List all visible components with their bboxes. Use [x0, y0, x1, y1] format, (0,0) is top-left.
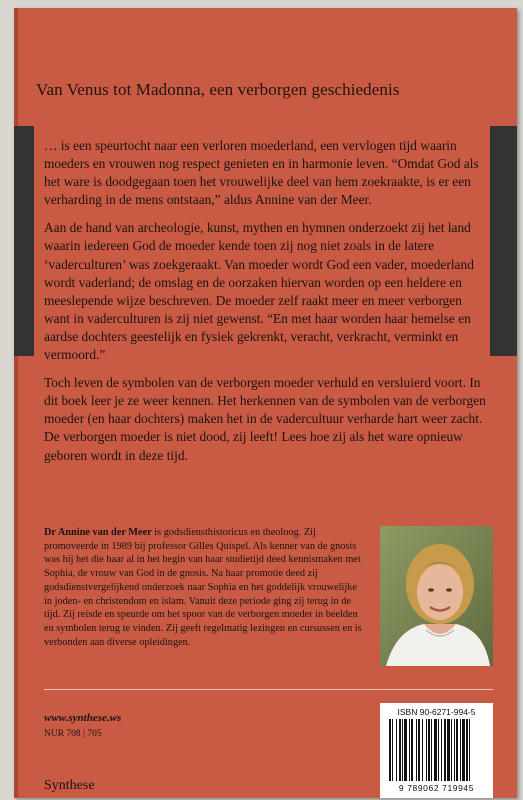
barcode-bar [426, 719, 427, 781]
blurb-paragraph-2: Aan de hand van archeologie, kunst, mythen en hymnen onderzoekt zij het land waarin iedereen God de moeder kende toen zij nog niet zoals in de latere ‘vaderculturen’ was zoekgeraakt. Van moeder wordt God een vader, moederland wordt vaderland; de omslag en de oorzaken hiervan worden op een heldere en meeslepende wijze beschreven. De moeder zelf raakt meer en meer verborgen want in vaderculturen is zij niet gewenst. “En met haar worden haar hemelse en aardse dochters geestelijk en fysiek gekrenkt, veracht, verkracht, verminkt en vermoord.” [44, 220, 474, 363]
barcode-bar [418, 719, 420, 781]
barcode-bar [402, 719, 403, 781]
publisher-name: Synthese [44, 778, 95, 793]
barcode-bar [444, 719, 446, 781]
blurb-paragraph-3: Toch leven de symbolen van de verborgen moeder verhuld en versluierd voort. In dit boek leer je ze weer kennen. Het herkennen van de symbolen van de verborgen moeder (en haar dochters) maken het in de vadercultuur verharde hart weer zacht. De verborgen moeder is niet dood, zij leeft! Lees hoe zij als het ware opnieuw geboren wordt in deze tijd. [44, 375, 486, 463]
book-title: Van Venus tot Madonna, een verborgen geschiedenis [36, 80, 400, 99]
barcode-bar [409, 719, 410, 781]
barcode-bar [460, 719, 461, 781]
barcode-bar [428, 719, 430, 781]
barcode-bar [434, 719, 437, 781]
author-bio-text: is godsdiensthistoricus en theoloog. Zij promoveerde in 1989 bij professor Gilles Quispel. Als kenner van de gnosis was hij het die haar al in het begin van haar studietijd deed kennismaken met Sophia, de vrouw van God in de gnosis. Na haar promotie deed zij godsdienstvergelijkend onderzoek naar Sophia en het goddelijk vrouwelijke in joden- en christendom en islam. Vanuit deze periode ging zij terug in de tijd. Zij reisde en speurde om het spoor van de verborgen moeder in beelden en symbolen terug te vinden. Zij geeft regelmatig lezingen en cursussen en is verbonden aan diverse opleidingen. [44, 527, 362, 648]
barcode-bar [451, 719, 452, 781]
blurb [44, 137, 488, 475]
barcode-bar [438, 719, 439, 781]
barcode-bar [392, 719, 393, 781]
barcode-bar [454, 719, 455, 781]
author-portrait-image [380, 526, 493, 666]
barcode-bar [396, 719, 397, 781]
barcode-bar [422, 719, 423, 781]
barcode-bar [466, 719, 468, 781]
nur-code: NUR 708 | 705 [44, 729, 102, 739]
publisher-website: www.synthese.ws [44, 712, 122, 724]
barcode [380, 703, 493, 798]
barcode-bar [416, 719, 417, 781]
barcode-bar [456, 719, 458, 781]
ean-number: 9 789062 719945 [398, 783, 475, 793]
barcode-bars [388, 719, 485, 781]
barcode-bar [404, 719, 407, 781]
barcode-bar [447, 719, 450, 781]
barcode-bar [411, 719, 413, 781]
divider [44, 689, 493, 690]
isbn-label: ISBN 90-6271-994-5 [397, 707, 476, 717]
author-name: Dr Annine van der Meer [44, 527, 152, 538]
barcode-bar [469, 719, 470, 781]
barcode-bar [462, 719, 465, 781]
author-photo [380, 526, 493, 666]
book-back-cover [14, 8, 517, 798]
barcode-bar [399, 719, 401, 781]
barcode-bar [441, 719, 442, 781]
barcode-bar [389, 719, 391, 781]
author-bio [44, 526, 362, 649]
barcode-bar [431, 719, 432, 781]
blurb-paragraph-1: … is een speurtocht naar een verloren moederland, een vervlogen tijd waarin moeders en vrouwen nog respect genieten en in harmonie leven. “Omdat God als het ware is doodgegaan toen het vrouwelijke deel van hem zoekraakte, is er een verharding in de mens ontstaan,” aldus Annine van der Meer. [44, 138, 479, 208]
